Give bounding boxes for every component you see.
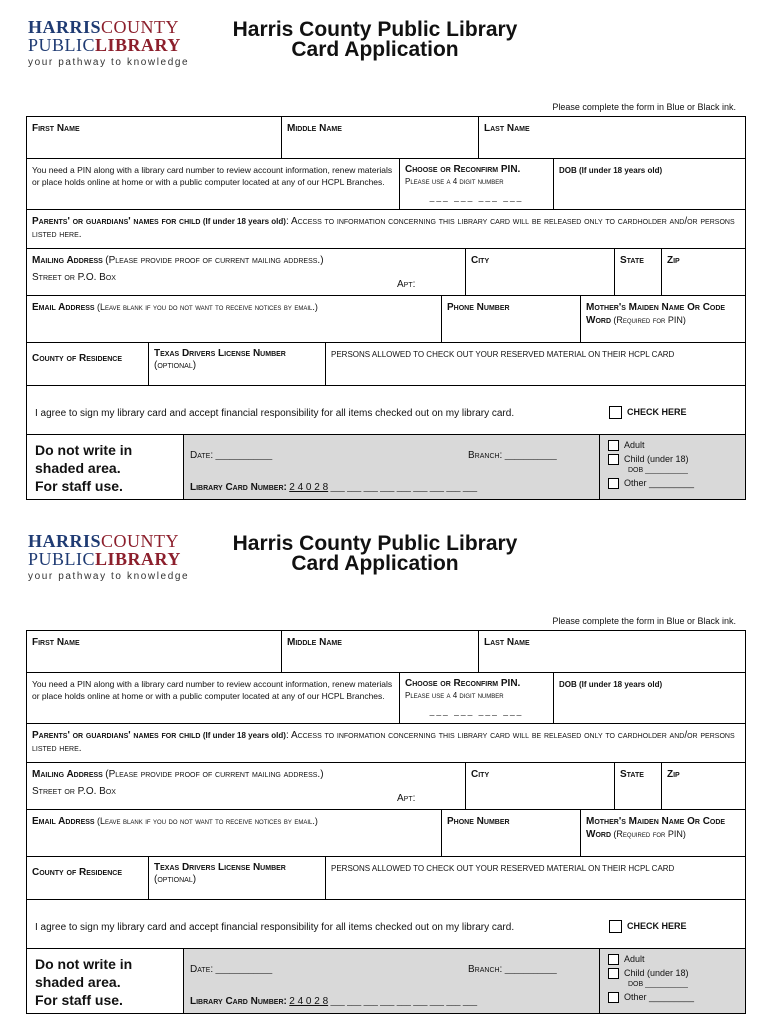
logo-library: LIBRARY bbox=[95, 549, 181, 569]
staff-branch-blank: ___________ bbox=[504, 964, 557, 974]
check-here[interactable] bbox=[609, 406, 687, 419]
adult-label: Adult bbox=[624, 440, 645, 450]
license-label: Texas Drivers License Number bbox=[154, 348, 286, 359]
email-note: (Leave blank if you do not want to receive notices by email.) bbox=[96, 816, 318, 826]
zip-field[interactable] bbox=[661, 762, 746, 810]
pin-info bbox=[26, 158, 400, 210]
email-label: Email Address bbox=[32, 816, 95, 827]
mailing-note: (Please provide proof of current mailing address.) bbox=[105, 769, 324, 780]
staff-notice-line-2: shaded area. bbox=[35, 974, 121, 990]
staff-date-blank: ____________ bbox=[215, 450, 273, 460]
staff-notice bbox=[26, 948, 184, 1014]
dob-field[interactable] bbox=[553, 158, 746, 210]
license-note: (optional) bbox=[154, 874, 197, 885]
check-here-label: CHECK HERE bbox=[627, 407, 687, 417]
staff-date-label: Date: bbox=[190, 450, 214, 461]
child-checkbox[interactable] bbox=[608, 968, 619, 979]
agreement-checkbox[interactable] bbox=[609, 920, 622, 933]
staff-notice-line-2: shaded area. bbox=[35, 460, 121, 476]
staff-type-area bbox=[599, 948, 746, 1014]
parents-field[interactable] bbox=[26, 723, 746, 763]
adult-checkbox[interactable] bbox=[608, 440, 619, 451]
street-label: Street or P.O. Box bbox=[32, 786, 116, 797]
staff-notice bbox=[26, 434, 184, 500]
title-line-2: Card Application bbox=[291, 552, 459, 575]
persons-allowed-label: PERSONS ALLOWED TO CHECK OUT YOUR RESERVED MATERIAL ON THEIR HCPL CARD bbox=[331, 350, 675, 359]
staff-branch-label: Branch: bbox=[468, 964, 503, 975]
card-number-label: Library Card Number: bbox=[190, 996, 287, 1007]
zip-label: Zip bbox=[667, 769, 680, 780]
check-here-label: CHECK HERE bbox=[627, 921, 687, 931]
title-line-1: Harris County Public Library bbox=[232, 532, 518, 555]
pin-info bbox=[26, 672, 400, 724]
child-checkbox[interactable] bbox=[608, 454, 619, 465]
staff-notice-line-1: Do not write in bbox=[35, 956, 133, 972]
agreement-checkbox[interactable] bbox=[609, 406, 622, 419]
logo-public: PUBLIC bbox=[28, 35, 96, 55]
other-checkbox[interactable] bbox=[608, 992, 619, 1003]
dob-field[interactable] bbox=[553, 672, 746, 724]
agreement-row bbox=[26, 899, 746, 949]
logo-harris: HARRIS bbox=[28, 17, 102, 37]
page-title bbox=[210, 20, 540, 60]
other-label: Other _________ bbox=[624, 478, 695, 489]
ink-note: Please complete the form in Blue or Black ink. bbox=[552, 102, 736, 112]
pin-blanks: ___ ___ ___ ___ bbox=[429, 706, 524, 716]
persons-allowed-field[interactable] bbox=[325, 856, 746, 900]
city-field[interactable] bbox=[465, 762, 615, 810]
first-name-field[interactable] bbox=[26, 116, 282, 159]
phone-field[interactable] bbox=[441, 295, 581, 343]
persons-allowed-label: PERSONS ALLOWED TO CHECK OUT YOUR RESERVED MATERIAL ON THEIR HCPL CARD bbox=[331, 864, 675, 873]
pin-blanks: ___ ___ ___ ___ bbox=[429, 192, 524, 202]
zip-label: Zip bbox=[667, 255, 680, 266]
pin-field[interactable] bbox=[399, 672, 554, 724]
parents-field[interactable] bbox=[26, 209, 746, 249]
logo-library: LIBRARY bbox=[95, 35, 181, 55]
logo-county: COUNTY bbox=[101, 17, 180, 37]
form-grid bbox=[26, 630, 746, 1014]
application-form-copy-2 bbox=[0, 514, 770, 1026]
maiden-label: Mother's Maiden Name Or Code Word bbox=[586, 302, 726, 326]
parents-note: : Access to information concerning this library card will be released only to cardholder and/or persons listed here. bbox=[32, 730, 735, 754]
city-field[interactable] bbox=[465, 248, 615, 296]
agreement-text: I agree to sign my library card and accept financial responsibility for all items checked out on my library card. bbox=[35, 922, 515, 933]
card-number-prefix: 2 4 0 2 8 bbox=[289, 482, 329, 493]
street-label: Street or P.O. Box bbox=[32, 272, 116, 283]
zip-field[interactable] bbox=[661, 248, 746, 296]
city-label: City bbox=[471, 769, 490, 780]
phone-field[interactable] bbox=[441, 809, 581, 857]
license-note: (optional) bbox=[154, 360, 197, 371]
logo-public: PUBLIC bbox=[28, 549, 96, 569]
agreement-text: I agree to sign my library card and accept financial responsibility for all items checked out on my library card. bbox=[35, 408, 515, 419]
apt-label: Apt: bbox=[397, 793, 416, 804]
last-name-field[interactable] bbox=[478, 116, 746, 159]
county-field[interactable] bbox=[26, 856, 149, 900]
check-here[interactable] bbox=[609, 920, 687, 933]
mailing-note: (Please provide proof of current mailing address.) bbox=[105, 255, 324, 266]
logo-harris: HARRIS bbox=[28, 531, 102, 551]
county-label: County of Residence bbox=[32, 867, 123, 878]
card-number-label: Library Card Number: bbox=[190, 482, 287, 493]
parents-label: Parents' or guardians' names for child bbox=[32, 216, 201, 227]
staff-date-label: Date: bbox=[190, 964, 214, 975]
maiden-note: (Required for PIN) bbox=[613, 829, 686, 839]
middle-name-label: Middle Name bbox=[287, 637, 342, 648]
form-grid bbox=[26, 116, 746, 500]
county-field[interactable] bbox=[26, 342, 149, 386]
state-field[interactable] bbox=[614, 248, 662, 296]
email-note: (Leave blank if you do not want to receive notices by email.) bbox=[96, 302, 318, 312]
parents-note: : Access to information concerning this library card will be released only to cardholder and/or persons listed here. bbox=[32, 216, 735, 240]
license-label: Texas Drivers License Number bbox=[154, 862, 286, 873]
staff-notice-line-3: For staff use. bbox=[35, 478, 123, 494]
parents-label: Parents' or guardians' names for child bbox=[32, 730, 201, 741]
staff-dob-label: DOB ___________ bbox=[628, 981, 688, 989]
middle-name-field[interactable] bbox=[281, 630, 479, 673]
middle-name-label: Middle Name bbox=[287, 123, 342, 134]
title-line-2: Card Application bbox=[291, 38, 459, 61]
dob-label: DOB (If under 18 years old) bbox=[559, 166, 663, 175]
other-checkbox[interactable] bbox=[608, 478, 619, 489]
last-name-field[interactable] bbox=[478, 630, 746, 673]
license-field[interactable] bbox=[148, 856, 326, 900]
apt-label: Apt: bbox=[397, 279, 416, 290]
card-number-blanks: ___ ___ ___ ___ ___ ___ ___ ___ ___ bbox=[330, 482, 478, 492]
email-field[interactable] bbox=[26, 809, 442, 857]
maiden-name-field[interactable] bbox=[580, 809, 746, 857]
parents-qualifier: (If under 18 years old) bbox=[202, 217, 286, 226]
adult-checkbox[interactable] bbox=[608, 954, 619, 965]
first-name-label: First Name bbox=[32, 637, 80, 648]
state-field[interactable] bbox=[614, 762, 662, 810]
maiden-note: (Required for PIN) bbox=[613, 315, 686, 325]
logo-tagline: your pathway to knowledge bbox=[28, 57, 190, 68]
staff-branch-label: Branch: bbox=[468, 450, 503, 461]
ink-note: Please complete the form in Blue or Black ink. bbox=[552, 616, 736, 626]
other-label: Other _________ bbox=[624, 992, 695, 1003]
application-form-copy-1 bbox=[0, 0, 770, 512]
staff-notice-line-3: For staff use. bbox=[35, 992, 123, 1008]
pin-info-text: You need a PIN along with a library card number to review account information, renew materials or place holds online at home or with a public computer located at any of our HCPL Branches. bbox=[32, 165, 393, 187]
choose-pin-label: Choose or Reconfirm PIN. bbox=[405, 678, 521, 689]
mailing-label: Mailing Address bbox=[32, 769, 103, 780]
pin-field[interactable] bbox=[399, 158, 554, 210]
license-field[interactable] bbox=[148, 342, 326, 386]
card-number-prefix: 2 4 0 2 8 bbox=[289, 996, 329, 1007]
city-label: City bbox=[471, 255, 490, 266]
pin-info-text: You need a PIN along with a library card number to review account information, renew materials or place holds online at home or with a public computer located at any of our HCPL Branches. bbox=[32, 679, 393, 701]
staff-notice-line-1: Do not write in bbox=[35, 442, 133, 458]
mailing-label: Mailing Address bbox=[32, 255, 103, 266]
staff-shaded-area bbox=[183, 434, 600, 500]
state-label: State bbox=[620, 255, 644, 266]
persons-allowed-field[interactable] bbox=[325, 342, 746, 386]
child-label: Child (under 18) bbox=[624, 968, 689, 979]
maiden-label: Mother's Maiden Name Or Code Word bbox=[586, 816, 726, 840]
logo-tagline: your pathway to knowledge bbox=[28, 571, 190, 582]
phone-label: Phone Number bbox=[447, 816, 510, 827]
dob-label: DOB (If under 18 years old) bbox=[559, 680, 663, 689]
mailing-address-field[interactable] bbox=[26, 248, 466, 296]
logo-county: COUNTY bbox=[101, 531, 180, 551]
staff-type-area bbox=[599, 434, 746, 500]
agreement-row bbox=[26, 385, 746, 435]
staff-date-blank: ____________ bbox=[215, 964, 273, 974]
mailing-address-field[interactable] bbox=[26, 762, 466, 810]
card-number-blanks: ___ ___ ___ ___ ___ ___ ___ ___ ___ bbox=[330, 996, 478, 1006]
email-field[interactable] bbox=[26, 295, 442, 343]
middle-name-field[interactable] bbox=[281, 116, 479, 159]
email-label: Email Address bbox=[32, 302, 95, 313]
state-label: State bbox=[620, 769, 644, 780]
staff-shaded-area bbox=[183, 948, 600, 1014]
county-label: County of Residence bbox=[32, 353, 123, 364]
pin-hint: Please use a 4 digit number bbox=[405, 691, 504, 700]
staff-branch-blank: ___________ bbox=[504, 450, 557, 460]
last-name-label: Last Name bbox=[484, 123, 530, 134]
first-name-field[interactable] bbox=[26, 630, 282, 673]
choose-pin-label: Choose or Reconfirm PIN. bbox=[405, 164, 521, 175]
page-title bbox=[210, 534, 540, 574]
last-name-label: Last Name bbox=[484, 637, 530, 648]
title-line-1: Harris County Public Library bbox=[232, 18, 518, 41]
maiden-name-field[interactable] bbox=[580, 295, 746, 343]
staff-dob-label: DOB ___________ bbox=[628, 467, 688, 475]
hcpl-logo bbox=[28, 532, 188, 582]
child-label: Child (under 18) bbox=[624, 454, 689, 465]
pin-hint: Please use a 4 digit number bbox=[405, 177, 504, 186]
first-name-label: First Name bbox=[32, 123, 80, 134]
adult-label: Adult bbox=[624, 954, 645, 964]
phone-label: Phone Number bbox=[447, 302, 510, 313]
parents-qualifier: (If under 18 years old) bbox=[202, 731, 286, 740]
hcpl-logo bbox=[28, 18, 188, 68]
